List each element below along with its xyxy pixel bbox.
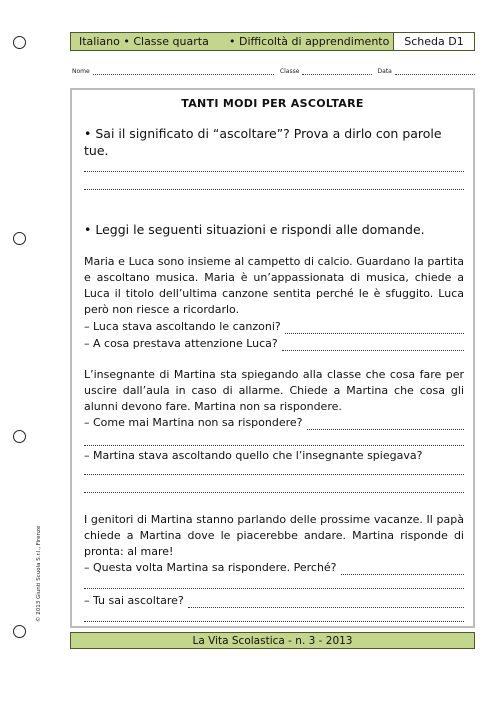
answer-field[interactable] (341, 564, 464, 575)
question-text: – Luca stava ascoltando le canzoni? (84, 320, 281, 333)
class-field[interactable] (302, 68, 371, 75)
header-topic: • Difficoltà di apprendimento (229, 35, 390, 48)
question-text: – Questa volta Martina sa rispondere. Perché? (84, 561, 337, 574)
situation-3-text: I genitori di Martina stanno parlando delle prossime vacanze. Il papà chiede a Martina dove le piacerebbe andare. Martina risponde di pronta: al mare! (84, 513, 464, 558)
answer-line[interactable] (84, 587, 464, 589)
question-text: – Tu sai ascoltare? (84, 594, 184, 607)
question-1: • Sai il significato di “ascoltare”? Prova a dirlo con parole tue. (84, 126, 442, 158)
footer-text: La Vita Scolastica - n. 3 - 2013 (192, 634, 353, 647)
binder-hole-1 (13, 36, 26, 49)
situation-1-question-1 (84, 320, 464, 334)
copyright-note: © 2013 Giunti Scuola S.r.l., Firenze (36, 525, 42, 622)
answer-field[interactable] (307, 419, 465, 430)
date-field[interactable] (395, 68, 475, 75)
situation-1-question-2 (84, 337, 464, 351)
sheet-label: Scheda D1 (393, 33, 474, 50)
header-subject: Italiano • Classe quarta (79, 35, 209, 48)
name-field[interactable] (93, 68, 274, 75)
question-text: – A cosa prestava attenzione Luca? (84, 337, 278, 350)
situation-2-text: L’insegnante di Martina sta spiegando alla classe che cosa fare per uscire dall’aula in caso di allarme. Chiede a Martina che cosa gli alunni devono fare. Martina non sa rispondere. (84, 368, 464, 413)
footer-bar (70, 632, 475, 649)
date-label: Data (377, 68, 392, 75)
answer-line[interactable] (84, 188, 464, 190)
situation-3-question-2 (84, 594, 464, 608)
answer-line[interactable] (84, 170, 464, 172)
answer-line[interactable] (84, 491, 464, 493)
question-text: – Martina stava ascoltando quello che l’insegnante spiegava? (84, 449, 423, 462)
worksheet-title: TANTI MODI PER ASCOLTARE (181, 97, 364, 110)
answer-line[interactable] (84, 473, 464, 475)
answer-line[interactable] (84, 620, 464, 622)
question-2: • Leggi le seguenti situazioni e rispondi alle domande. (84, 222, 425, 237)
binder-hole-2 (13, 232, 26, 245)
class-label: Classe (279, 68, 300, 75)
binder-hole-4 (13, 625, 26, 638)
situation-3-question-1 (84, 561, 464, 575)
binder-hole-3 (13, 430, 26, 443)
answer-field[interactable] (188, 597, 464, 608)
situation-2-question-2 (84, 449, 464, 463)
question-text: – Come mai Martina non sa rispondere? (84, 416, 303, 429)
situation-2-question-1 (84, 416, 464, 430)
header-bar (70, 32, 475, 51)
answer-field[interactable] (282, 340, 464, 351)
situation-1-text: Maria e Luca sono insieme al campetto di calcio. Guardano la partita e ascoltano musica. Maria è un’appassionata di musica, chiede a Luca il titolo dell’ultima canzone sentita perché le è sfuggito. Luca però non riesce a ricordarlo. (84, 255, 464, 316)
answer-field[interactable] (285, 323, 464, 334)
answer-line[interactable] (84, 444, 464, 446)
name-label: Nome (72, 68, 90, 75)
student-fields (72, 68, 475, 75)
